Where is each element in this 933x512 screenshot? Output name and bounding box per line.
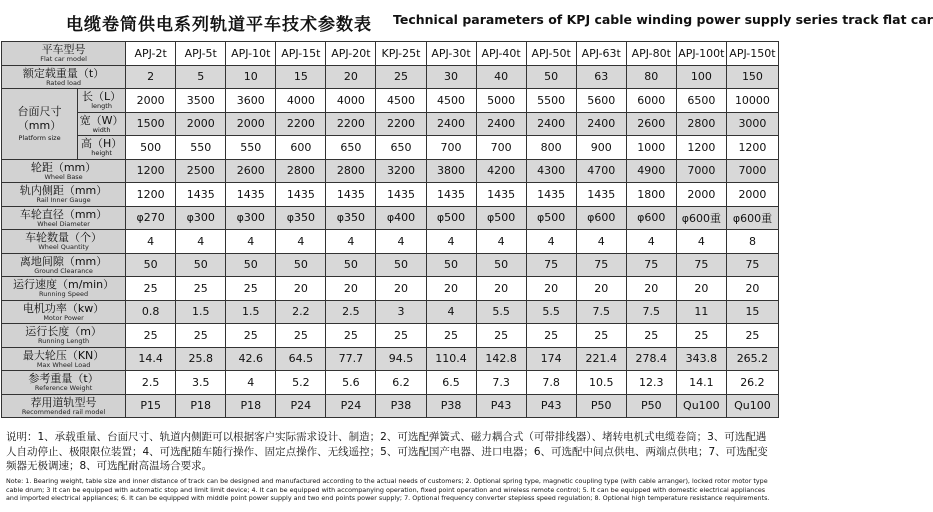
platform-sub-label: [78, 136, 126, 160]
table-cell: 3600: [226, 89, 276, 113]
table-cell: 1435: [176, 183, 226, 207]
row-label-cn: 车轮数量（个）: [25, 231, 103, 244]
table-cell: 4: [376, 230, 426, 254]
table-cell: P43: [476, 394, 526, 418]
row-label: [2, 371, 126, 395]
table-cell: φ300: [226, 206, 276, 230]
table-cell: 64.5: [276, 347, 326, 371]
table-cell: P50: [626, 394, 676, 418]
table-cell: 174: [526, 347, 576, 371]
table-cell: 25: [376, 65, 426, 89]
table-cell: 2400: [526, 112, 576, 136]
table-row: [2, 277, 779, 301]
table-cell: 2: [126, 65, 176, 89]
table-cell: 25: [376, 324, 426, 348]
platform-size-cn-line2: （mm）: [17, 118, 62, 132]
table-cell: 63: [576, 65, 626, 89]
table-cell: 650: [376, 136, 426, 160]
table-cell: APJ-40t: [476, 42, 526, 66]
table-cell: 25: [176, 277, 226, 301]
table-cell: 221.4: [576, 347, 626, 371]
table-cell: 4: [176, 230, 226, 254]
table-cell: 20: [576, 277, 626, 301]
table-cell: APJ-150t: [726, 42, 778, 66]
platform-size-cn-line1: 台面尺寸: [17, 104, 62, 118]
row-label-en: Wheel Base: [44, 172, 83, 181]
table-cell: 1435: [526, 183, 576, 207]
table-cell: 25.8: [176, 347, 226, 371]
table-cell: 6500: [676, 89, 726, 113]
platform-sub-label-en: height: [91, 149, 112, 157]
table-row: [2, 347, 779, 371]
table-row-model: [2, 42, 779, 66]
table-cell: 2400: [576, 112, 626, 136]
table-cell: 25: [676, 324, 726, 348]
table-cell: 6.5: [426, 371, 476, 395]
table-cell: APJ-80t: [626, 42, 676, 66]
table-cell: 4: [126, 230, 176, 254]
table-cell: 5.5: [526, 300, 576, 324]
table-cell: 0.8: [126, 300, 176, 324]
row-label-cn: 电机功率（kw）: [22, 301, 105, 315]
table-cell: 4: [626, 230, 676, 254]
table-cell: 2000: [126, 89, 176, 113]
table-cell: 20: [676, 277, 726, 301]
table-cell: 700: [426, 136, 476, 160]
table-cell: 2600: [226, 159, 276, 183]
table-cell: 26.2: [726, 371, 778, 395]
table-cell: 278.4: [626, 347, 676, 371]
row-label: [2, 347, 126, 371]
table-cell: 3000: [726, 112, 778, 136]
table-cell: P43: [526, 394, 576, 418]
table-cell: 5.5: [476, 300, 526, 324]
row-label-cn: 运行速度（m/min）: [12, 278, 115, 291]
table-cell: APJ-5t: [176, 42, 226, 66]
row-label-cn: 轨内侧距（mm）: [19, 184, 108, 197]
table-cell: 2.5: [126, 371, 176, 395]
table-cell: φ350: [326, 206, 376, 230]
table-row: [2, 159, 779, 183]
table-cell: 25: [276, 324, 326, 348]
table-row: [2, 230, 779, 254]
table-cell: 1800: [626, 183, 676, 207]
table-cell: 1435: [426, 183, 476, 207]
table-cell: 110.4: [426, 347, 476, 371]
table-cell: 75: [576, 253, 626, 277]
table-cell: 50: [526, 65, 576, 89]
table-cell: 4900: [626, 159, 676, 183]
table-cell: 75: [526, 253, 576, 277]
row-label-cn: 最大轮压（KN）: [22, 348, 105, 362]
table-cell: φ500: [526, 206, 576, 230]
notes-chinese: 说明：1、承载重量、台面尺寸、轨道内侧距可以根据客户实际需求设计、制造；2、可选配弹簧式、磁力耦合式（可带排线器）、堵转电机式电缆卷筒；3、可选配遇人自动停止、极限限位装置；4、可选配随车随行操作、固定点操作、无线遥控；5、可选配国产电器、进口电器；6、可选配中间点供电、两端点供电；7、可选配变频器无极调速；8、可选配耐高温场合要求。: [6, 431, 768, 472]
table-cell: 4: [426, 300, 476, 324]
table-row: [2, 371, 779, 395]
table-cell: P24: [276, 394, 326, 418]
table-row: [2, 65, 779, 89]
table-cell: 1.5: [226, 300, 276, 324]
table-cell: 4: [576, 230, 626, 254]
table-cell: 50: [126, 253, 176, 277]
table-cell: APJ-30t: [426, 42, 476, 66]
table-cell: 25: [126, 324, 176, 348]
table-cell: 50: [476, 253, 526, 277]
table-cell: 550: [226, 136, 276, 160]
table-cell: APJ-2t: [126, 42, 176, 66]
table-cell: 4200: [476, 159, 526, 183]
table-cell: 150: [726, 65, 778, 89]
row-label: [2, 183, 126, 207]
table-cell: 2600: [626, 112, 676, 136]
table-cell: 2800: [276, 159, 326, 183]
table-cell: 1435: [476, 183, 526, 207]
table-cell: 20: [626, 277, 676, 301]
platform-sub-label: [78, 89, 126, 113]
table-cell: 2200: [326, 112, 376, 136]
row-label: [2, 300, 126, 324]
table-cell: 30: [426, 65, 476, 89]
table-cell: 50: [326, 253, 376, 277]
row-label-cn: 轮距（mm）: [30, 160, 97, 174]
table-cell: 650: [326, 136, 376, 160]
row-label-cn: 运行长度（m）: [25, 325, 102, 338]
table-cell: 6.2: [376, 371, 426, 395]
table-cell: 15: [726, 300, 778, 324]
table-cell: 20: [426, 277, 476, 301]
table-cell: 4: [226, 371, 276, 395]
row-label-en: Reference Weight: [34, 384, 93, 392]
table-cell: 77.7: [326, 347, 376, 371]
table-cell: 1435: [226, 183, 276, 207]
table-cell: 1435: [376, 183, 426, 207]
table-cell: 4: [476, 230, 526, 254]
table-cell: 1435: [326, 183, 376, 207]
table-cell: φ600: [626, 206, 676, 230]
row-label-cn: 离地间隙（mm）: [19, 254, 108, 268]
table-cell: 10000: [726, 89, 778, 113]
row-label-en: Rated load: [46, 78, 82, 87]
notes-english: Note: 1. Bearing weight, table size and inner distance of track can be designed and manufactured according to the actual needs of customers; 2. Optional spring type, magnetic coupling type (with cable arranger), locked rotor motor type cable drum; 3 It can be equipped with automatic stop and limit limit device; 4. It can be equipped with accompanying operation, fixed point operation and wireless remote control; 5. It can be equipped with domestic electrical appliances and imported electrical appliances; 6. It can be equipped with middle point power supply and two end points power supply; 7. Optional frequency converter stepless speed regulation; 8. Optional high temperature resistance requirements.: [6, 477, 770, 503]
row-label: [2, 324, 126, 348]
table-cell: 142.8: [476, 347, 526, 371]
table-cell: APJ-63t: [576, 42, 626, 66]
table-cell: 20: [326, 65, 376, 89]
row-label-en: Max Wheel Load: [36, 360, 91, 369]
table-cell: 2400: [476, 112, 526, 136]
table-cell: 50: [176, 253, 226, 277]
table-cell: 12.3: [626, 371, 676, 395]
title-english: Technical parameters of KPJ cable winding power supply series track flat car: [393, 12, 933, 27]
table-cell: 7.3: [476, 371, 526, 395]
table-cell: 4500: [376, 89, 426, 113]
table-cell: 25: [726, 324, 778, 348]
platform-sub-label-cn: 长（L）: [82, 90, 122, 103]
platform-size-label: [2, 89, 78, 160]
table-cell: φ600重: [676, 206, 726, 230]
table-cell: 80: [626, 65, 676, 89]
table-cell: 15: [276, 65, 326, 89]
table-cell: 2800: [326, 159, 376, 183]
table-cell: 500: [126, 136, 176, 160]
table-cell: 20: [326, 277, 376, 301]
table-cell: 5.2: [276, 371, 326, 395]
table-cell: P15: [126, 394, 176, 418]
row-label: [2, 159, 126, 183]
table-cell: 2500: [176, 159, 226, 183]
table-cell: 1500: [126, 112, 176, 136]
table-cell: 14.4: [126, 347, 176, 371]
table-cell: 20: [276, 277, 326, 301]
table-cell: 6000: [626, 89, 676, 113]
table-cell: φ300: [176, 206, 226, 230]
table-cell: P50: [576, 394, 626, 418]
table-cell: 4500: [426, 89, 476, 113]
table-cell: 50: [226, 253, 276, 277]
table-cell: 550: [176, 136, 226, 160]
table-cell: 42.6: [226, 347, 276, 371]
parameters-table: [1, 41, 779, 418]
table-cell: 4: [676, 230, 726, 254]
table-cell: 3.5: [176, 371, 226, 395]
table-cell: 5600: [576, 89, 626, 113]
row-label-model-en: Flat car model: [40, 55, 87, 63]
table-cell: Qu100: [676, 394, 726, 418]
platform-sub-label-cn: 宽（W）: [79, 113, 124, 127]
table-cell: 25: [576, 324, 626, 348]
platform-sub-label-cn: 高（H）: [80, 137, 123, 150]
table-cell: APJ-50t: [526, 42, 576, 66]
table-cell: φ600: [576, 206, 626, 230]
table-cell: 3200: [376, 159, 426, 183]
table-cell: 25: [126, 277, 176, 301]
table-cell: 700: [476, 136, 526, 160]
table-cell: 1435: [576, 183, 626, 207]
title-row: [0, 0, 933, 40]
table-cell: 1200: [726, 136, 778, 160]
table-cell: 2800: [676, 112, 726, 136]
table-cell: APJ-100t: [676, 42, 726, 66]
table-cell: 25: [326, 324, 376, 348]
table-cell: 5000: [476, 89, 526, 113]
table-cell: φ600重: [726, 206, 778, 230]
table-cell: 265.2: [726, 347, 778, 371]
title-chinese: 电缆卷筒供电系列轨道平车技术参数表: [66, 15, 372, 35]
table-cell: 2200: [276, 112, 326, 136]
row-label: [2, 206, 126, 230]
table-cell: 1200: [126, 159, 176, 183]
platform-sub-label: [78, 112, 126, 136]
table-cell: 20: [476, 277, 526, 301]
table-cell: 25: [176, 324, 226, 348]
table-cell: 4: [326, 230, 376, 254]
table-cell: 94.5: [376, 347, 426, 371]
table-row-platform: [2, 89, 779, 113]
table-cell: 2.5: [326, 300, 376, 324]
table-cell: 100: [676, 65, 726, 89]
table-cell: 343.8: [676, 347, 726, 371]
table-cell: 1.5: [176, 300, 226, 324]
table-cell: 10.5: [576, 371, 626, 395]
row-label-cn: 荐用道轨型号: [30, 395, 97, 409]
table-cell: P24: [326, 394, 376, 418]
table-cell: 7.5: [626, 300, 676, 324]
row-label-en: Wheel Quantity: [38, 243, 89, 251]
table-row-platform: [2, 136, 779, 160]
table-cell: 14.1: [676, 371, 726, 395]
row-label-en: Running Length: [38, 337, 90, 345]
table-cell: 75: [676, 253, 726, 277]
table-cell: φ500: [426, 206, 476, 230]
table-cell: 75: [726, 253, 778, 277]
table-cell: φ400: [376, 206, 426, 230]
row-label-cn: 参考重量（t）: [28, 372, 99, 385]
table-cell: 7.8: [526, 371, 576, 395]
table-row: [2, 300, 779, 324]
table-cell: KPJ-25t: [376, 42, 426, 66]
table-row-platform: [2, 112, 779, 136]
table-cell: 75: [626, 253, 676, 277]
table-cell: APJ-15t: [276, 42, 326, 66]
table-cell: 50: [376, 253, 426, 277]
platform-size-en: Platform size: [18, 134, 61, 143]
table-cell: P38: [376, 394, 426, 418]
table-cell: 2.2: [276, 300, 326, 324]
table-cell: 25: [626, 324, 676, 348]
table-cell: 2000: [176, 112, 226, 136]
row-label-model-cn: 平车型号: [41, 43, 86, 56]
row-label-en: Motor Power: [43, 313, 84, 322]
table-cell: 20: [726, 277, 778, 301]
table-cell: 7000: [726, 159, 778, 183]
table-cell: 11: [676, 300, 726, 324]
row-label: [2, 230, 126, 254]
table-row: [2, 206, 779, 230]
table-row: [2, 394, 779, 418]
platform-sub-label-en: length: [91, 102, 112, 110]
row-label-en: Recommended rail model: [21, 407, 106, 416]
table-cell: 3: [376, 300, 426, 324]
table-cell: 4: [526, 230, 576, 254]
table-cell: P38: [426, 394, 476, 418]
table-cell: 4300: [526, 159, 576, 183]
table-cell: 4: [226, 230, 276, 254]
table-cell: 600: [276, 136, 326, 160]
table-cell: 1435: [276, 183, 326, 207]
row-label: [2, 277, 126, 301]
table-cell: 2000: [226, 112, 276, 136]
row-label: [2, 65, 126, 89]
row-label-en: Rail Inner Gauge: [36, 196, 91, 204]
table-cell: 20: [526, 277, 576, 301]
table-cell: 25: [226, 277, 276, 301]
table-cell: 4: [276, 230, 326, 254]
table-cell: 4: [426, 230, 476, 254]
table-cell: 5.6: [326, 371, 376, 395]
table-row: [2, 253, 779, 277]
table-cell: 4000: [276, 89, 326, 113]
table-cell: 800: [526, 136, 576, 160]
row-label-cn: 车轮直径（mm）: [19, 207, 108, 221]
table-cell: 5500: [526, 89, 576, 113]
table-cell: APJ-20t: [326, 42, 376, 66]
table-cell: APJ-10t: [226, 42, 276, 66]
row-label-en: Wheel Diameter: [37, 219, 90, 228]
table-cell: 50: [276, 253, 326, 277]
row-label: [2, 394, 126, 418]
platform-sub-label-en: width: [92, 125, 111, 134]
table-cell: 25: [476, 324, 526, 348]
table-cell: 25: [226, 324, 276, 348]
table-cell: 4000: [326, 89, 376, 113]
row-label: [2, 253, 126, 277]
table-cell: Qu100: [726, 394, 778, 418]
table-cell: 2200: [376, 112, 426, 136]
table-cell: 40: [476, 65, 526, 89]
table-cell: 20: [376, 277, 426, 301]
table-cell: 25: [426, 324, 476, 348]
table-cell: 3800: [426, 159, 476, 183]
table-cell: 7000: [676, 159, 726, 183]
table-cell: 1200: [676, 136, 726, 160]
table-cell: φ350: [276, 206, 326, 230]
row-label-en: Running Speed: [39, 290, 89, 298]
row-label-cn: 额定载重量（t）: [22, 66, 105, 80]
table-row: [2, 324, 779, 348]
table-cell: 2400: [426, 112, 476, 136]
table-cell: 1200: [126, 183, 176, 207]
table-row: [2, 183, 779, 207]
table-cell: 25: [526, 324, 576, 348]
table-cell: 1000: [626, 136, 676, 160]
table-cell: P18: [176, 394, 226, 418]
table-cell: 5: [176, 65, 226, 89]
table-cell: 3500: [176, 89, 226, 113]
table-cell: 2000: [726, 183, 778, 207]
table-cell: φ500: [476, 206, 526, 230]
table-cell: 7.5: [576, 300, 626, 324]
table-cell: φ270: [126, 206, 176, 230]
table-cell: 900: [576, 136, 626, 160]
table-cell: P18: [226, 394, 276, 418]
table-cell: 4700: [576, 159, 626, 183]
table-cell: 2000: [676, 183, 726, 207]
row-label-model: [2, 42, 126, 66]
table-cell: 50: [426, 253, 476, 277]
table-cell: 10: [226, 65, 276, 89]
table-cell: 8: [726, 230, 778, 254]
row-label-en: Ground Clearance: [34, 266, 93, 275]
